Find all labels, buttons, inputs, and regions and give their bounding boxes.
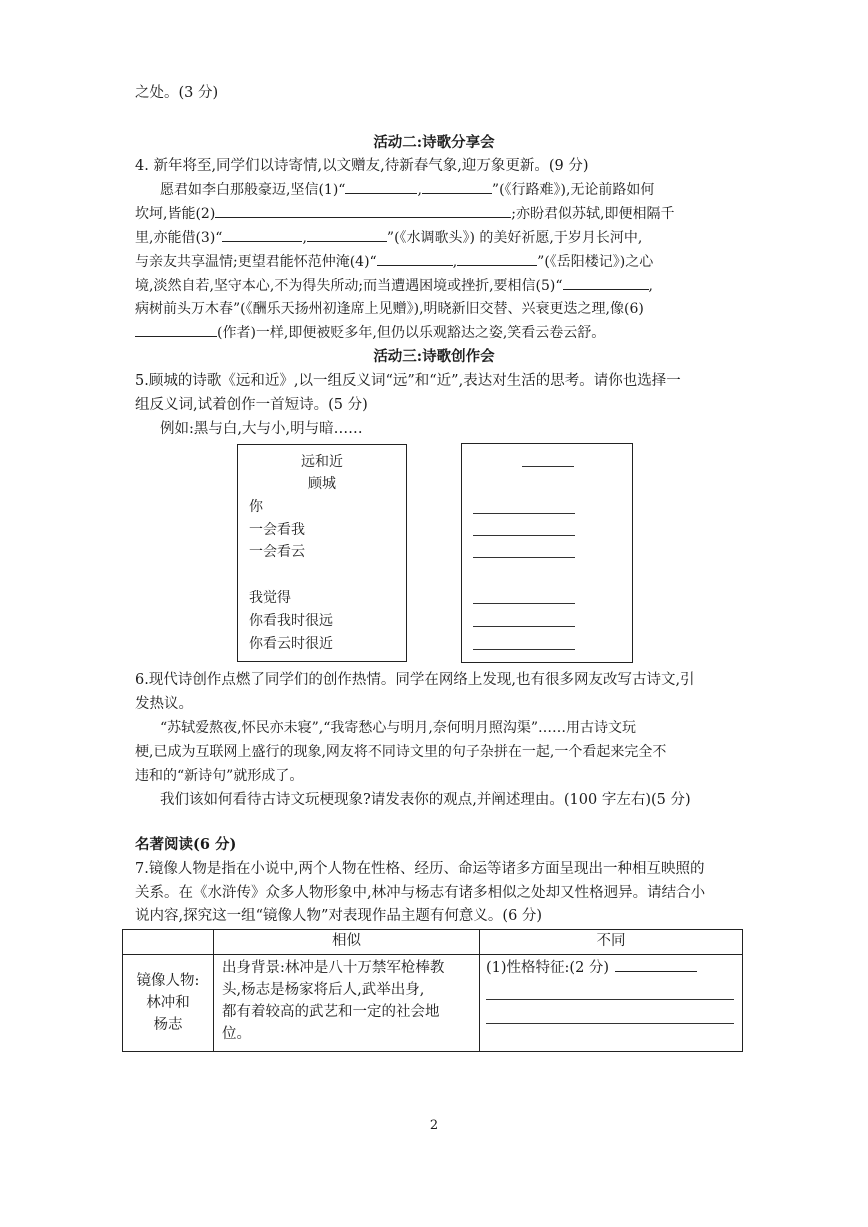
q4-text: , [302, 230, 307, 246]
q4-line-6: 病树前头万木春”(《酬乐天扬州初逢席上见赠》),明晓新旧交替、兴衰更迭之理,像(6) [135, 301, 644, 317]
answer-line-7[interactable] [486, 1023, 734, 1024]
student-poem-box[interactable] [461, 443, 633, 663]
q7-line-1: 7.镜像人物是指在小说中,两个人物在性格、经历、命运等诸多方面呈现出一种相互映照的 [135, 861, 705, 877]
different-cell[interactable] [480, 955, 743, 1052]
q4-line-5 [135, 277, 653, 295]
answer-line-7[interactable] [486, 999, 734, 1000]
activity3-heading: 活动三:诗歌创作会 [373, 348, 495, 365]
q4-line-3 [135, 229, 642, 247]
row-label-line: 镜像人物: [136, 973, 200, 989]
mirror-character-table [122, 929, 743, 1052]
answer-blank-3a[interactable] [222, 229, 302, 242]
similar-cell [214, 955, 480, 1052]
q4-text: ”(《行路难》),无论前路如何 [491, 182, 655, 198]
q6-quote-3: 违和的“新诗句”就形成了。 [135, 768, 304, 784]
write-line[interactable] [473, 649, 575, 650]
answer-blank-4b[interactable] [457, 253, 537, 266]
q6-ask: 我们该如何看待古诗文玩梗现象?请发表你的观点,并阐述理由。(100 字左右)(5 分) [160, 792, 691, 808]
q7-line-3: 说内容,探究这一组“镜像人物”对表现作品主题有何意义。(6 分) [135, 908, 543, 924]
page-number: 2 [429, 1118, 439, 1133]
q5-example: 例如:黑与白,大与小,明与暗…… [160, 421, 363, 437]
poem-title: 远和近 [301, 454, 343, 470]
q4-line-4 [135, 253, 653, 271]
q4-text: 里,亦能借(3)“ [135, 230, 223, 246]
row-label-cell [123, 955, 214, 1052]
answer-blank-6[interactable] [135, 324, 217, 337]
q4-text: 与亲友共享温情;更望君能怀范仲淹(4)“ [135, 254, 377, 270]
poem-line: 一会看我 [249, 522, 305, 538]
q4-text: ”(《岳阳楼记》)之心 [537, 254, 654, 270]
q4-text: , [452, 254, 458, 270]
q6-line-2: 发热议。 [135, 696, 193, 712]
example-poem-box [237, 444, 407, 662]
write-line[interactable] [473, 626, 575, 627]
answer-blank-1a[interactable] [345, 181, 417, 194]
answer-blank-4a[interactable] [377, 253, 453, 266]
q4-line-1 [160, 181, 654, 199]
q4-text: ”(《水调歌头》) 的美好祈愿,于岁月长河中, [386, 230, 643, 246]
q4-text: , [417, 182, 422, 198]
answer-blank-1b[interactable] [422, 181, 492, 194]
q7-line-2: 关系。在《水浒传》众多人物形象中,林冲与杨志有诸多相似之处却又性格迥异。请结合小 [135, 885, 706, 901]
poem-author: 顾城 [308, 476, 336, 492]
q6-line-1: 6.现代诗创作点燃了同学们的创作热情。同学在网络上发现,也有很多网友改写古诗文,引 [135, 672, 695, 688]
q4-text: (作者)一样,即便被贬多年,但仍以乐观豁达之姿,笑看云卷云舒。 [217, 325, 606, 341]
poem-line: 你 [249, 499, 263, 515]
row-label-line: 杨志 [153, 1017, 183, 1033]
poem-line: 我觉得 [249, 590, 291, 606]
q4-text: 愿君如李白那般豪迈,坚信(1)“ [160, 182, 346, 198]
q4-stem: 4. 新年将至,同学们以诗寄情,以文赠友,待新春气象,迎万象更新。(9 分) [135, 158, 589, 174]
answer-blank-2[interactable] [215, 205, 511, 218]
answer-blank-5[interactable] [563, 277, 649, 290]
similar-line: 头,杨志是杨家将后人,武举出身, [222, 982, 425, 998]
q4-line-2 [135, 205, 674, 223]
poem-line: 一会看云 [249, 544, 305, 560]
similar-line: 都有着较高的武艺和一定的社会地 [222, 1004, 440, 1020]
write-line[interactable] [473, 513, 575, 514]
write-line[interactable] [473, 557, 575, 558]
write-line[interactable] [473, 603, 575, 604]
answer-blank-7a[interactable] [615, 959, 697, 972]
similar-line: 位。 [222, 1026, 251, 1042]
activity2-heading: 活动二:诗歌分享会 [373, 134, 495, 151]
q4-line-7 [135, 324, 605, 342]
poem-line: 你看我时很远 [249, 613, 333, 629]
diff-prompt: (1)性格特征:(2 分) [486, 960, 610, 976]
similar-line: 出身背景:林冲是八十万禁军枪棒教 [222, 960, 445, 976]
q5-line-1: 5.顾城的诗歌《远和近》,以一组反义词“远”和“近”,表达对生活的思考。请你也选择一 [135, 373, 681, 389]
table-corner-cell [123, 930, 214, 955]
q6-quote-2: 梗,已成为互联网上盛行的现象,网友将不同诗文里的句子杂拼在一起,一个看起来完全不 [135, 744, 667, 760]
answer-blank-3b[interactable] [307, 229, 387, 242]
write-line-title[interactable] [522, 466, 574, 467]
header-similar: 相似 [214, 930, 480, 955]
reading-heading: 名著阅读(6 分) [135, 836, 237, 853]
q5-line-2: 组反义词,试着创作一首短诗。(5 分) [135, 397, 368, 413]
q4-text: , [648, 278, 653, 294]
header-different: 不同 [480, 930, 743, 955]
continued-line: 之处。(3 分) [135, 85, 219, 101]
row-label-line: 林冲和 [146, 995, 190, 1011]
q4-text: ;亦盼君似苏轼,即便相隔千 [511, 206, 675, 222]
q4-text: 境,淡然自若,坚守本心,不为得失所动;而当遭遇困境或挫折,要相信(5)“ [135, 278, 563, 294]
diff-prompt-row [486, 957, 736, 979]
write-line[interactable] [473, 535, 575, 536]
q6-quote-1: “苏轼爱熬夜,怀民亦未寝”,“我寄愁心与明月,奈何明月照沟渠”……用古诗文玩 [160, 720, 636, 736]
poem-line: 你看云时很近 [249, 636, 333, 652]
q4-text: 坎坷,皆能(2) [135, 206, 216, 222]
